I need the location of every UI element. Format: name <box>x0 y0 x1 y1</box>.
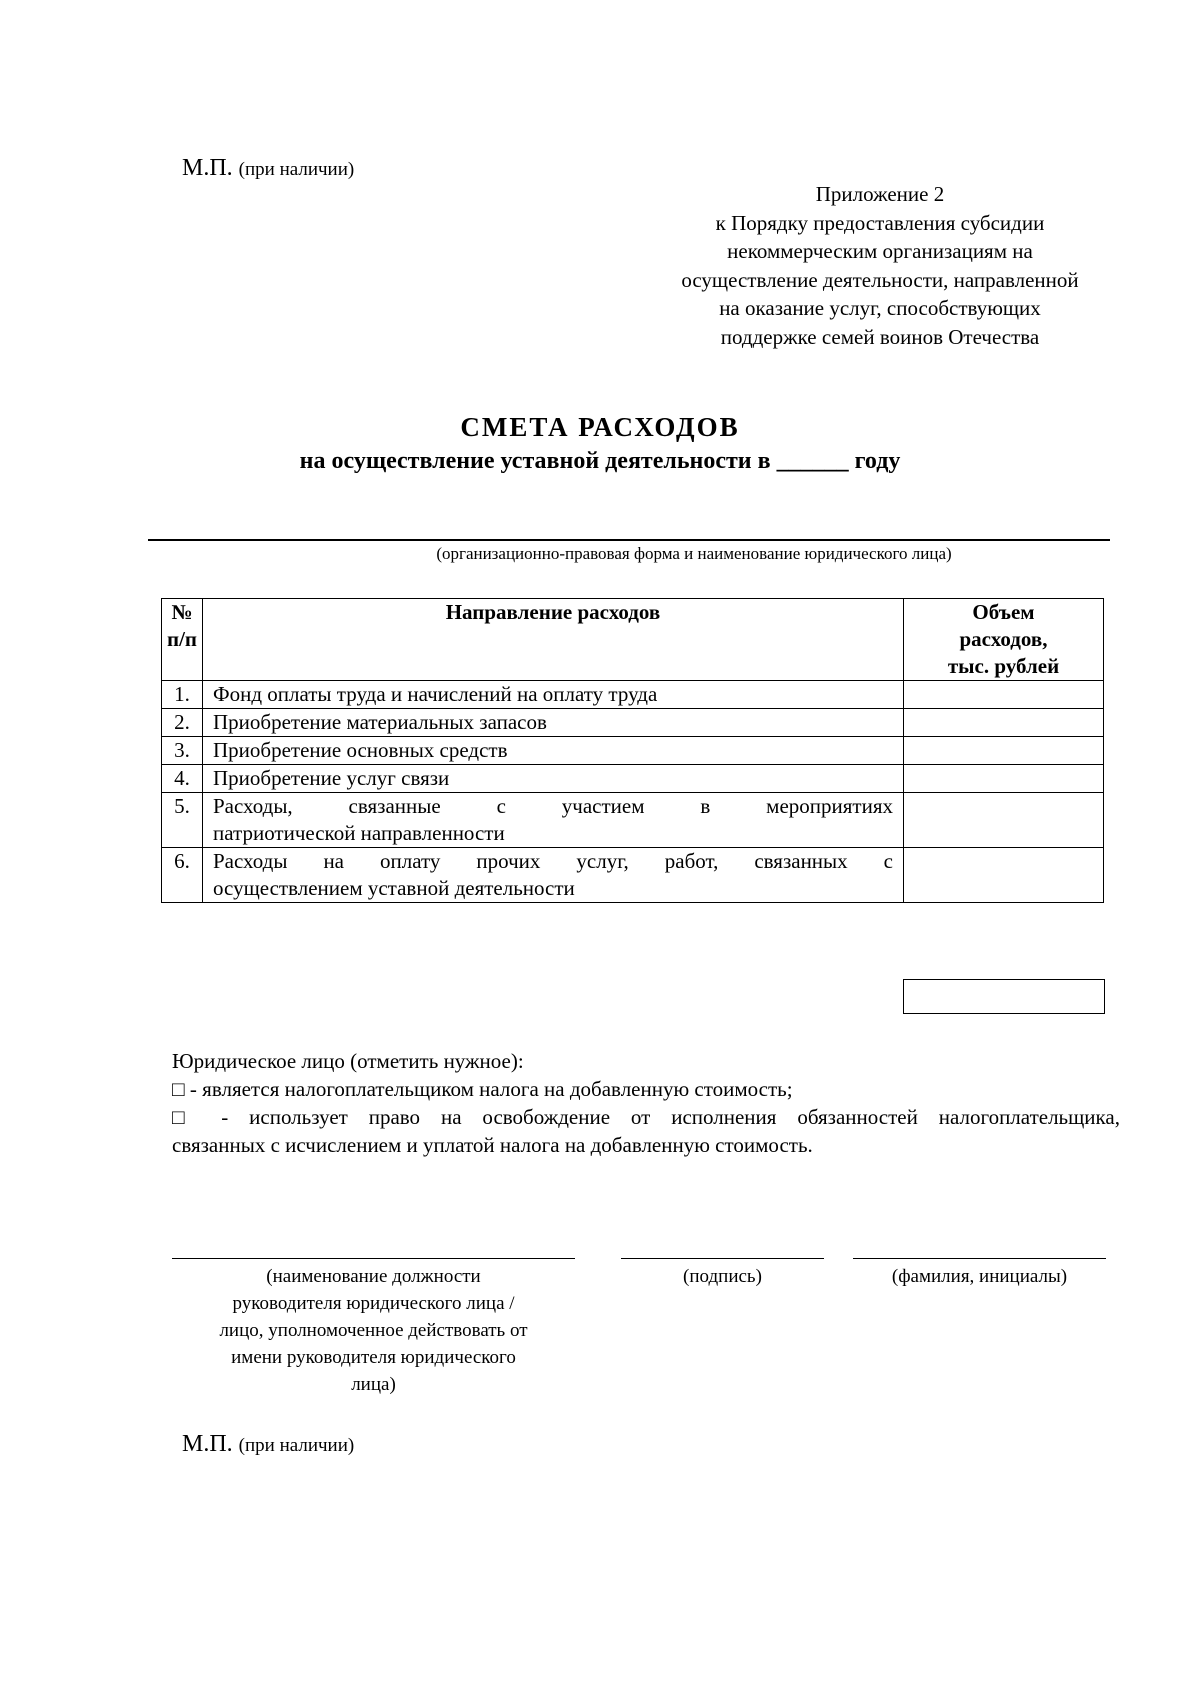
stamp-note: (при наличии) <box>238 159 355 180</box>
stamp-note: (при наличии) <box>238 1435 355 1456</box>
name-line <box>853 1258 1106 1259</box>
organization-caption: (организационно-правовая форма и наименование юридического лица) <box>436 544 952 563</box>
position-caption-line: (наименование должности <box>266 1266 481 1287</box>
row-volume-cell[interactable] <box>904 737 1104 765</box>
document-subtitle <box>0 448 1200 475</box>
appendix-line: некоммерческим организациям на <box>727 239 1033 263</box>
row-volume-cell[interactable] <box>904 709 1104 737</box>
table-row <box>162 848 1104 903</box>
row-direction <box>203 848 904 903</box>
row-direction-line: Расходы, связанные с участием в мероприятиях <box>213 794 893 818</box>
appendix-line: к Порядку предоставления субсидии <box>715 210 1045 235</box>
stamp-mp-label: М.П. <box>182 1431 233 1457</box>
header-number-line: п/п <box>166 627 198 651</box>
position-caption-line: имени руководителя юридического <box>231 1347 516 1368</box>
appendix-header <box>650 180 1110 351</box>
subtitle-suffix: году <box>854 448 901 474</box>
appendix-line: осуществление деятельности, направленной <box>681 267 1079 292</box>
appendix-line: на оказание услуг, способствующих <box>719 296 1041 320</box>
header-volume-line: расходов, <box>959 627 1048 651</box>
table-row <box>162 737 1104 765</box>
document-title: СМЕТА РАСХОДОВ <box>460 412 740 442</box>
name-caption: (фамилия, инициалы) <box>891 1266 1068 1287</box>
row-direction: Приобретение услуг связи <box>203 765 904 793</box>
position-caption <box>172 1263 575 1398</box>
stamp-top <box>182 155 354 182</box>
row-number: 4. <box>162 765 203 793</box>
row-number: 5. <box>162 793 203 848</box>
table-row <box>162 681 1104 709</box>
row-direction: Приобретение основных средств <box>203 737 904 765</box>
row-direction-line: патриотической направленности <box>213 821 505 845</box>
table-header-row <box>162 599 1104 681</box>
row-direction-line: осуществлением уставной деятельности <box>213 876 575 900</box>
row-direction <box>203 793 904 848</box>
header-direction: Направление расходов <box>203 599 904 681</box>
signature-line <box>621 1258 824 1259</box>
row-direction-line: Расходы на оплату прочих услуг, работ, связанных с <box>213 849 893 873</box>
subtitle-prefix: на осуществление уставной деятельности в <box>299 448 771 474</box>
signature-caption: (подпись) <box>683 1266 762 1287</box>
expenses-table <box>161 598 1104 903</box>
row-volume-cell[interactable] <box>904 848 1104 903</box>
header-number-line: № <box>171 600 193 624</box>
row-direction: Фонд оплаты труда и начислений на оплату труда <box>203 681 904 709</box>
appendix-line: поддержке семей воинов Отечества <box>720 324 1040 349</box>
position-caption-line: руководителя юридического лица / <box>232 1293 515 1314</box>
appendix-line: Приложение 2 <box>815 182 945 206</box>
organization-line <box>148 539 1110 541</box>
stamp-bottom <box>182 1431 354 1458</box>
row-number: 2. <box>162 709 203 737</box>
table-row <box>162 793 1104 848</box>
header-volume-line: Объем <box>972 600 1035 624</box>
year-blank: ______ <box>776 448 849 474</box>
row-volume-cell[interactable] <box>904 793 1104 848</box>
row-number: 1. <box>162 681 203 709</box>
stamp-mp-label: М.П. <box>182 155 233 181</box>
legal-option-exempt-cont: связанных с исчислением и уплатой налога на добавленную стоимость. <box>172 1133 813 1157</box>
position-line <box>172 1258 575 1259</box>
table-row <box>162 765 1104 793</box>
legal-option-vat-payer[interactable]: □ - является налогоплательщиком налога на добавленную стоимость; <box>172 1077 793 1101</box>
row-direction: Приобретение материальных запасов <box>203 709 904 737</box>
row-volume-cell[interactable] <box>904 765 1104 793</box>
legal-entity-section <box>172 1047 1120 1159</box>
position-caption-line: лицо, уполномоченное действовать от <box>219 1320 528 1341</box>
legal-option-exempt[interactable]: □ - использует право на освобождение от исполнения обязанностей налогоплательщика, <box>172 1105 1120 1129</box>
total-box[interactable] <box>903 979 1105 1014</box>
legal-heading: Юридическое лицо (отметить нужное): <box>172 1049 524 1073</box>
row-volume-cell[interactable] <box>904 681 1104 709</box>
row-number: 3. <box>162 737 203 765</box>
header-number <box>162 599 203 681</box>
position-caption-line: лица) <box>351 1374 396 1395</box>
row-number: 6. <box>162 848 203 903</box>
table-row <box>162 709 1104 737</box>
header-volume <box>904 599 1104 681</box>
header-volume-line: тыс. рублей <box>947 654 1060 678</box>
